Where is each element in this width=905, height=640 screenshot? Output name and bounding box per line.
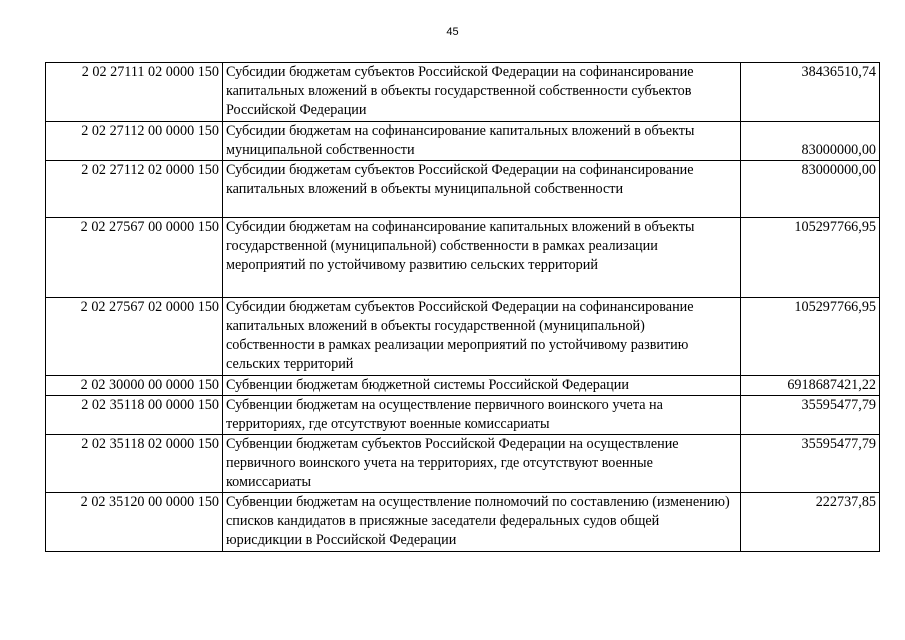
revenue-description: Субвенции бюджетам на осуществление полномочий по составлению (изменению) списков кандидатов в присяжные заседатели федеральных судов общей юрисдикции в Российской Федерации xyxy=(223,493,741,552)
amount: 35595477,79 xyxy=(741,396,880,435)
page-number: 45 xyxy=(446,26,459,38)
revenue-description: Субсидии бюджетам субъектов Российской Федерации на софинансирование капитальных вложений в объекты государственной собственности субъектов Российской Федерации xyxy=(223,63,741,122)
amount: 6918687421,22 xyxy=(741,376,880,396)
classification-code: 2 02 30000 00 0000 150 xyxy=(46,376,223,396)
revenue-description: Субсидии бюджетам субъектов Российской Федерации на софинансирование капитальных вложений в объекты муниципальной собственности xyxy=(223,161,741,218)
amount: 35595477,79 xyxy=(741,435,880,493)
amount: 222737,85 xyxy=(741,493,880,552)
revenue-description: Субвенции бюджетам на осуществление первичного воинского учета на территориях, где отсутствуют военные комиссариаты xyxy=(223,396,741,435)
table-row xyxy=(46,161,880,218)
table-row xyxy=(46,435,880,493)
table-row xyxy=(46,376,880,396)
amount: 105297766,95 xyxy=(741,298,880,376)
classification-code: 2 02 35118 02 0000 150 xyxy=(46,435,223,493)
table-row xyxy=(46,396,880,435)
classification-code: 2 02 27111 02 0000 150 xyxy=(46,63,223,122)
classification-code: 2 02 27112 02 0000 150 xyxy=(46,161,223,218)
amount: 83000000,00 xyxy=(741,122,880,161)
table-row xyxy=(46,218,880,298)
table-row xyxy=(46,122,880,161)
table-row xyxy=(46,63,880,122)
budget-revenue-table xyxy=(45,62,880,552)
classification-code: 2 02 27567 02 0000 150 xyxy=(46,298,223,376)
revenue-description: Субвенции бюджетам субъектов Российской Федерации на осуществление первичного воинского учета на территориях, где отсутствуют военные комиссариаты xyxy=(223,435,741,493)
classification-code: 2 02 27567 00 0000 150 xyxy=(46,218,223,298)
revenue-description: Субсидии бюджетам субъектов Российской Федерации на софинансирование капитальных вложений в объекты государственной (муниципальной) собственности в рамках реализации мероприятий по устойчивому развитию сельских территорий xyxy=(223,298,741,376)
table-row xyxy=(46,298,880,376)
revenue-description: Субвенции бюджетам бюджетной системы Российской Федерации xyxy=(223,376,741,396)
revenue-description: Субсидии бюджетам на софинансирование капитальных вложений в объекты государственной (муниципальной) собственности в рамках реализации мероприятий по устойчивому развитию сельских территорий xyxy=(223,218,741,298)
amount: 83000000,00 xyxy=(741,161,880,218)
classification-code: 2 02 35120 00 0000 150 xyxy=(46,493,223,552)
revenue-description: Субсидии бюджетам на софинансирование капитальных вложений в объекты муниципальной собственности xyxy=(223,122,741,161)
classification-code: 2 02 27112 00 0000 150 xyxy=(46,122,223,161)
table-row xyxy=(46,493,880,552)
amount: 38436510,74 xyxy=(741,63,880,122)
classification-code: 2 02 35118 00 0000 150 xyxy=(46,396,223,435)
amount: 105297766,95 xyxy=(741,218,880,298)
